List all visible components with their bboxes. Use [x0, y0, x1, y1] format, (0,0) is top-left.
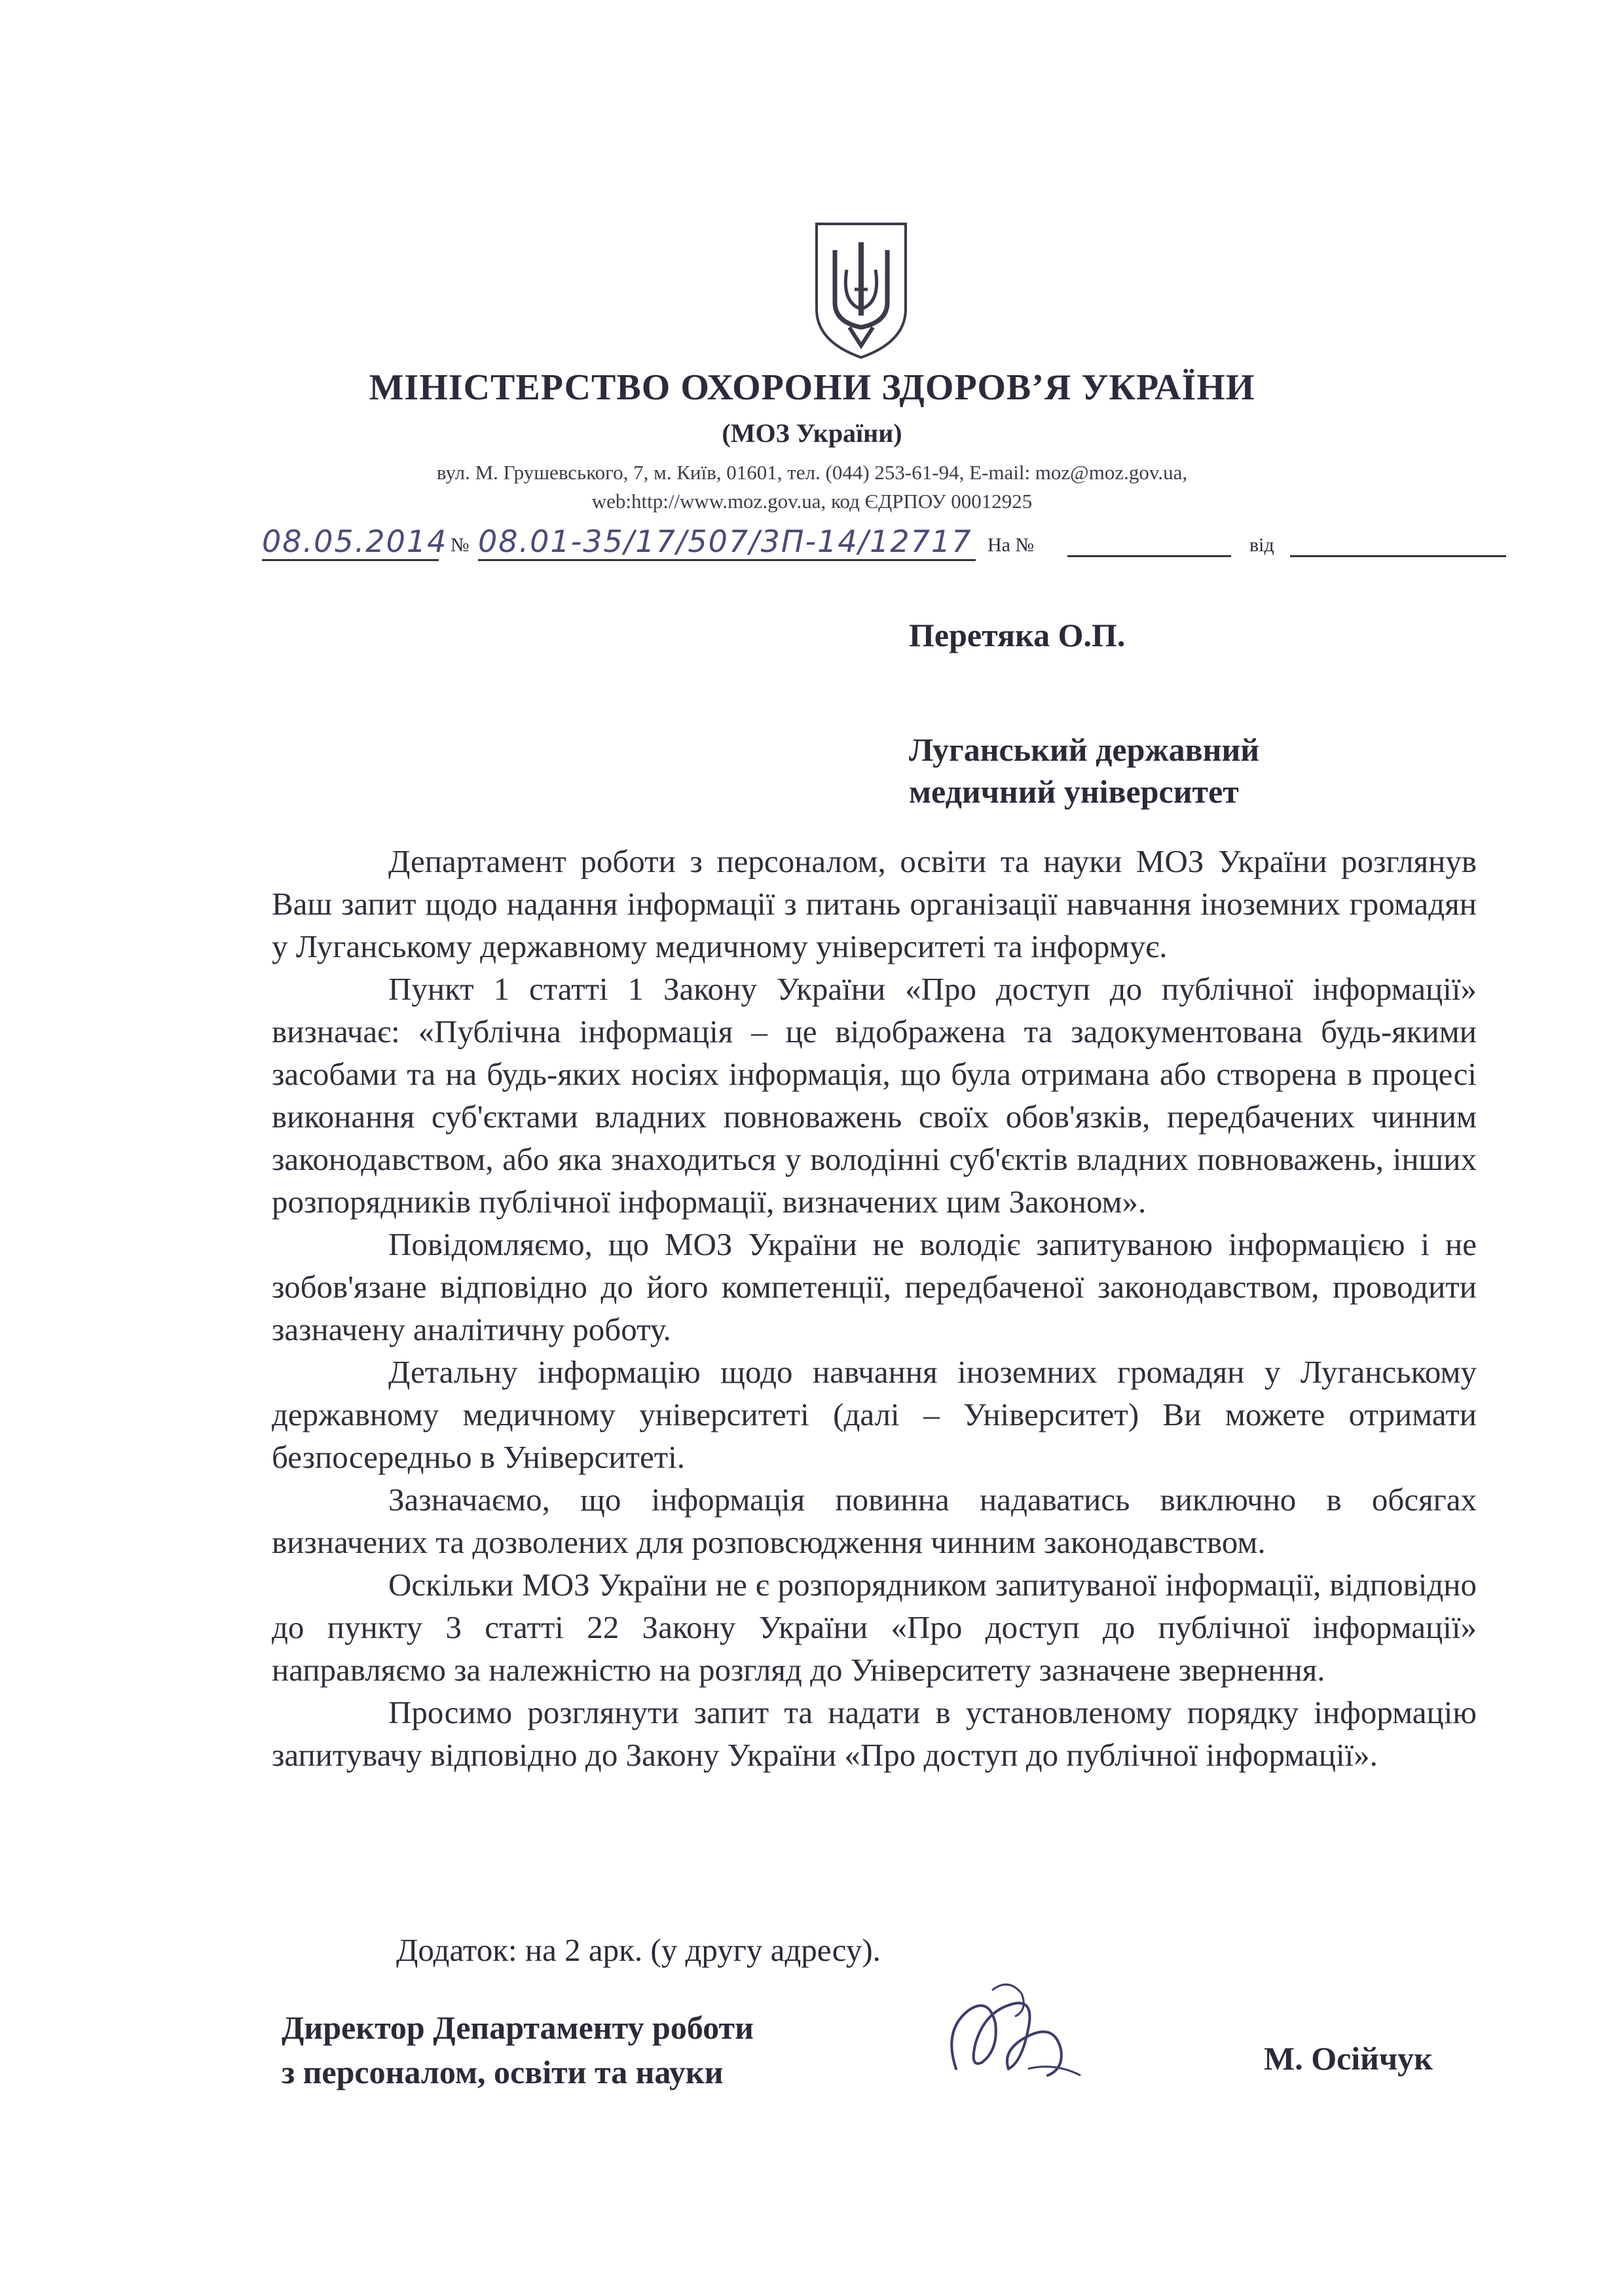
- body-paragraph: Просимо розглянути запит та надати в установленому порядку інформацію запитувачу відповідно до Закону України «Про доступ до публічної інформації».: [272, 1694, 1477, 1773]
- signatory-title-line: з персоналом, освіти та науки: [282, 2054, 724, 2090]
- reply-to-date-label: від: [1249, 534, 1274, 556]
- handwritten-signature-icon: [930, 1971, 1100, 2088]
- reply-to-date-blank: [1290, 524, 1506, 557]
- ministry-name: МІНІСТЕРСТВО ОХОРОНИ ЗДОРОВ’Я УКРАЇНИ: [369, 367, 1255, 408]
- signatory-title: [282, 2005, 754, 2094]
- body-paragraph: Пункт 1 статті 1 Закону України «Про доступ до публічної інформації» визначає: «Публічна інформація – це відображена та задокументована будь-якими засобами та на будь-яких носіях інформація, що була отримана або створена в процесі виконання суб'єктами владних повноважень своїх обов'язків, передбачених чинним законодавством, або яка знаходиться у володінні суб'єктів владних повноважень, інших розпорядників публічної інформації, визначених цим Законом».: [272, 971, 1477, 1220]
- registration-line: [255, 524, 1526, 563]
- registration-number: 08.01-35/17/507/3П-14/12717: [478, 524, 976, 561]
- body-paragraph: Оскільки МОЗ України не є розпорядником запитуваної інформації, відповідно до пункту 3 статті 22 Закону України «Про доступ до публічної інформації» направляємо за належністю на розгляд до Університету зазначене звернення.: [272, 1567, 1477, 1688]
- signatory-name: М. Осійчук: [1264, 2040, 1433, 2077]
- letter-body: [272, 840, 1477, 1776]
- address-line: web:http://www.moz.gov.ua, код ЄДРПОУ 00012925: [591, 490, 1033, 513]
- signatory-title-line: Директор Департаменту роботи: [282, 2009, 754, 2046]
- appendix-note: Додаток: на 2 арк. (у другу адресу).: [396, 1932, 881, 1968]
- addressee-org-line: Луганський державний: [909, 731, 1260, 768]
- address-line: вул. М. Грушевського, 7, м. Київ, 01601, тел. (044) 253-61-94, E-mail: moz@moz.gov.ua,: [436, 461, 1188, 484]
- body-paragraph: Детальну інформацію щодо навчання іноземних громадян у Луганському державному медичному університеті (далі – Університет) Ви можете отримати безпосередньо в Університеті.: [272, 1354, 1477, 1475]
- reply-to-number-blank: [1067, 524, 1231, 557]
- number-sign: №: [451, 534, 470, 556]
- ministry-short-name: (МОЗ України): [722, 418, 902, 448]
- trident-coat-of-arms-icon: [809, 217, 913, 361]
- addressee-org-line: медичний університет: [909, 773, 1239, 810]
- ministry-address: [0, 458, 1624, 516]
- body-paragraph: Зазначаємо, що інформація повинна надаватись виключно в обсягах визначених та дозволених для розповсюдження чинним законодавством.: [272, 1482, 1477, 1560]
- addressee-organization: [909, 729, 1259, 812]
- registration-date: 08.05.2014: [262, 524, 439, 561]
- body-paragraph: Департамент роботи з персоналом, освіти та науки МОЗ України розглянув Ваш запит щодо надання інформації з питань організації навчання іноземних громадян у Луганському державному медичному університеті та інформує.: [272, 843, 1477, 964]
- reply-to-label: На №: [987, 534, 1035, 556]
- body-paragraph: Повідомляємо, що МОЗ України не володіє запитуваною інформацією і не зобов'язане відповідно до його компетенції, передбаченої законодавством, проводити зазначену аналітичну роботу.: [272, 1226, 1477, 1347]
- addressee-name: Перетяка О.П.: [909, 617, 1126, 653]
